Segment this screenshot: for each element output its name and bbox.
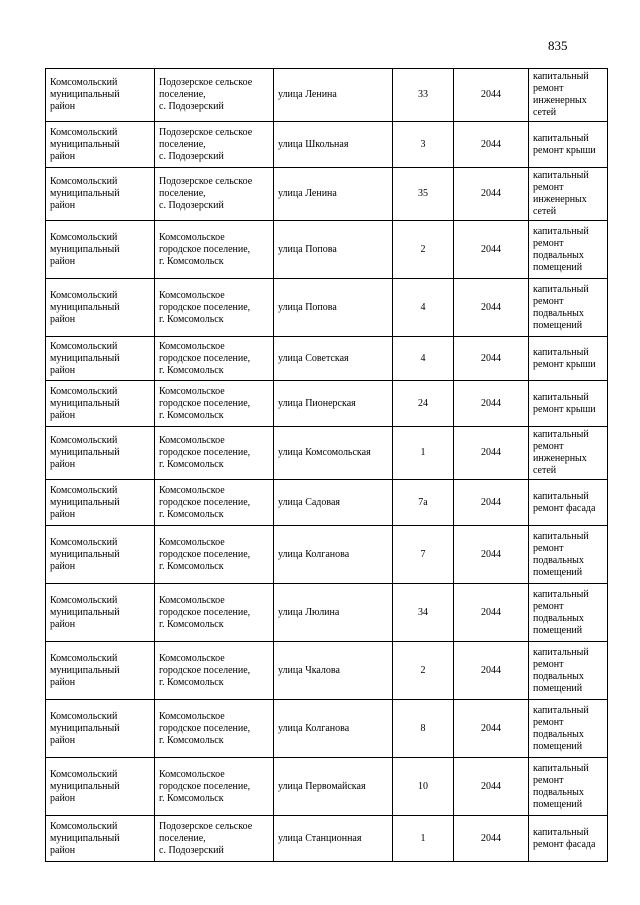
table-row xyxy=(46,758,608,816)
year-cell: 2044 xyxy=(454,381,529,427)
district-cell: Комсомольский муниципальный район xyxy=(46,279,155,337)
house-number-cell: 34 xyxy=(393,584,454,642)
year-cell: 2044 xyxy=(454,122,529,168)
work-type-cell: капитальный ремонт крыши xyxy=(529,337,608,381)
table-row xyxy=(46,69,608,122)
district-cell: Комсомольский муниципальный район xyxy=(46,642,155,700)
district-cell: Комсомольский муниципальный район xyxy=(46,168,155,221)
work-type-cell: капитальный ремонт фасада xyxy=(529,480,608,526)
table-row xyxy=(46,122,608,168)
street-cell: улица Ленина xyxy=(274,168,393,221)
work-type-cell: капитальный ремонт подвальных помещений xyxy=(529,700,608,758)
district-cell: Комсомольский муниципальный район xyxy=(46,584,155,642)
house-number-cell: 10 xyxy=(393,758,454,816)
work-type-cell: капитальный ремонт крыши xyxy=(529,381,608,427)
settlement-cell: Подозерское сельское поселение, с. Подозерский xyxy=(155,816,274,862)
house-number-cell: 3 xyxy=(393,122,454,168)
work-type-cell: капитальный ремонт фасада xyxy=(529,816,608,862)
street-cell: улица Попова xyxy=(274,279,393,337)
work-type-cell: капитальный ремонт подвальных помещений xyxy=(529,758,608,816)
house-number-cell: 2 xyxy=(393,642,454,700)
year-cell: 2044 xyxy=(454,168,529,221)
year-cell: 2044 xyxy=(454,642,529,700)
settlement-cell: Комсомольское городское поселение, г. Комсомольск xyxy=(155,221,274,279)
table-row xyxy=(46,584,608,642)
district-cell: Комсомольский муниципальный район xyxy=(46,221,155,279)
table-row xyxy=(46,480,608,526)
table-row xyxy=(46,168,608,221)
street-cell: улица Советская xyxy=(274,337,393,381)
page-number: 835 xyxy=(548,38,568,53)
settlement-cell: Подозерское сельское поселение, с. Подозерский xyxy=(155,168,274,221)
district-cell: Комсомольский муниципальный район xyxy=(46,381,155,427)
street-cell: улица Чкалова xyxy=(274,642,393,700)
work-type-cell: капитальный ремонт инженерных сетей xyxy=(529,168,608,221)
house-number-cell: 7а xyxy=(393,480,454,526)
street-cell: улица Люлина xyxy=(274,584,393,642)
year-cell: 2044 xyxy=(454,758,529,816)
house-number-cell: 1 xyxy=(393,816,454,862)
settlement-cell: Комсомольское городское поселение, г. Комсомольск xyxy=(155,526,274,584)
settlement-cell: Комсомольское городское поселение, г. Комсомольск xyxy=(155,337,274,381)
work-type-cell: капитальный ремонт подвальных помещений xyxy=(529,526,608,584)
table-row xyxy=(46,642,608,700)
work-type-cell: капитальный ремонт подвальных помещений xyxy=(529,221,608,279)
year-cell: 2044 xyxy=(454,279,529,337)
settlement-cell: Комсомольское городское поселение, г. Комсомольск xyxy=(155,480,274,526)
year-cell: 2044 xyxy=(454,700,529,758)
house-number-cell: 1 xyxy=(393,427,454,480)
work-type-cell: капитальный ремонт крыши xyxy=(529,122,608,168)
year-cell: 2044 xyxy=(454,427,529,480)
settlement-cell: Комсомольское городское поселение, г. Комсомольск xyxy=(155,700,274,758)
settlement-cell: Подозерское сельское поселение, с. Подозерский xyxy=(155,69,274,122)
street-cell: улица Садовая xyxy=(274,480,393,526)
house-number-cell: 35 xyxy=(393,168,454,221)
repair-schedule-table xyxy=(45,68,608,862)
street-cell: улица Пионерская xyxy=(274,381,393,427)
district-cell: Комсомольский муниципальный район xyxy=(46,816,155,862)
year-cell: 2044 xyxy=(454,480,529,526)
house-number-cell: 4 xyxy=(393,337,454,381)
table-row xyxy=(46,221,608,279)
street-cell: улица Колганова xyxy=(274,526,393,584)
settlement-cell: Подозерское сельское поселение, с. Подозерский xyxy=(155,122,274,168)
house-number-cell: 8 xyxy=(393,700,454,758)
table-row xyxy=(46,427,608,480)
street-cell: улица Комсомольская xyxy=(274,427,393,480)
street-cell: улица Первомайская xyxy=(274,758,393,816)
year-cell: 2044 xyxy=(454,337,529,381)
district-cell: Комсомольский муниципальный район xyxy=(46,69,155,122)
table-row xyxy=(46,526,608,584)
table-body xyxy=(46,69,608,862)
district-cell: Комсомольский муниципальный район xyxy=(46,427,155,480)
table-row xyxy=(46,816,608,862)
district-cell: Комсомольский муниципальный район xyxy=(46,122,155,168)
house-number-cell: 2 xyxy=(393,221,454,279)
work-type-cell: капитальный ремонт подвальных помещений xyxy=(529,642,608,700)
year-cell: 2044 xyxy=(454,526,529,584)
table-row xyxy=(46,381,608,427)
settlement-cell: Комсомольское городское поселение, г. Комсомольск xyxy=(155,381,274,427)
street-cell: улица Попова xyxy=(274,221,393,279)
settlement-cell: Комсомольское городское поселение, г. Комсомольск xyxy=(155,584,274,642)
work-type-cell: капитальный ремонт подвальных помещений xyxy=(529,279,608,337)
work-type-cell: капитальный ремонт инженерных сетей xyxy=(529,69,608,122)
table-row xyxy=(46,700,608,758)
district-cell: Комсомольский муниципальный район xyxy=(46,337,155,381)
year-cell: 2044 xyxy=(454,221,529,279)
street-cell: улица Ленина xyxy=(274,69,393,122)
house-number-cell: 33 xyxy=(393,69,454,122)
house-number-cell: 24 xyxy=(393,381,454,427)
street-cell: улица Школьная xyxy=(274,122,393,168)
year-cell: 2044 xyxy=(454,816,529,862)
table-row xyxy=(46,337,608,381)
district-cell: Комсомольский муниципальный район xyxy=(46,758,155,816)
street-cell: улица Станционная xyxy=(274,816,393,862)
house-number-cell: 4 xyxy=(393,279,454,337)
year-cell: 2044 xyxy=(454,69,529,122)
work-type-cell: капитальный ремонт инженерных сетей xyxy=(529,427,608,480)
district-cell: Комсомольский муниципальный район xyxy=(46,480,155,526)
settlement-cell: Комсомольское городское поселение, г. Комсомольск xyxy=(155,279,274,337)
year-cell: 2044 xyxy=(454,584,529,642)
street-cell: улица Колганова xyxy=(274,700,393,758)
work-type-cell: капитальный ремонт подвальных помещений xyxy=(529,584,608,642)
table-row xyxy=(46,279,608,337)
settlement-cell: Комсомольское городское поселение, г. Комсомольск xyxy=(155,642,274,700)
district-cell: Комсомольский муниципальный район xyxy=(46,700,155,758)
settlement-cell: Комсомольское городское поселение, г. Комсомольск xyxy=(155,427,274,480)
settlement-cell: Комсомольское городское поселение, г. Комсомольск xyxy=(155,758,274,816)
district-cell: Комсомольский муниципальный район xyxy=(46,526,155,584)
house-number-cell: 7 xyxy=(393,526,454,584)
